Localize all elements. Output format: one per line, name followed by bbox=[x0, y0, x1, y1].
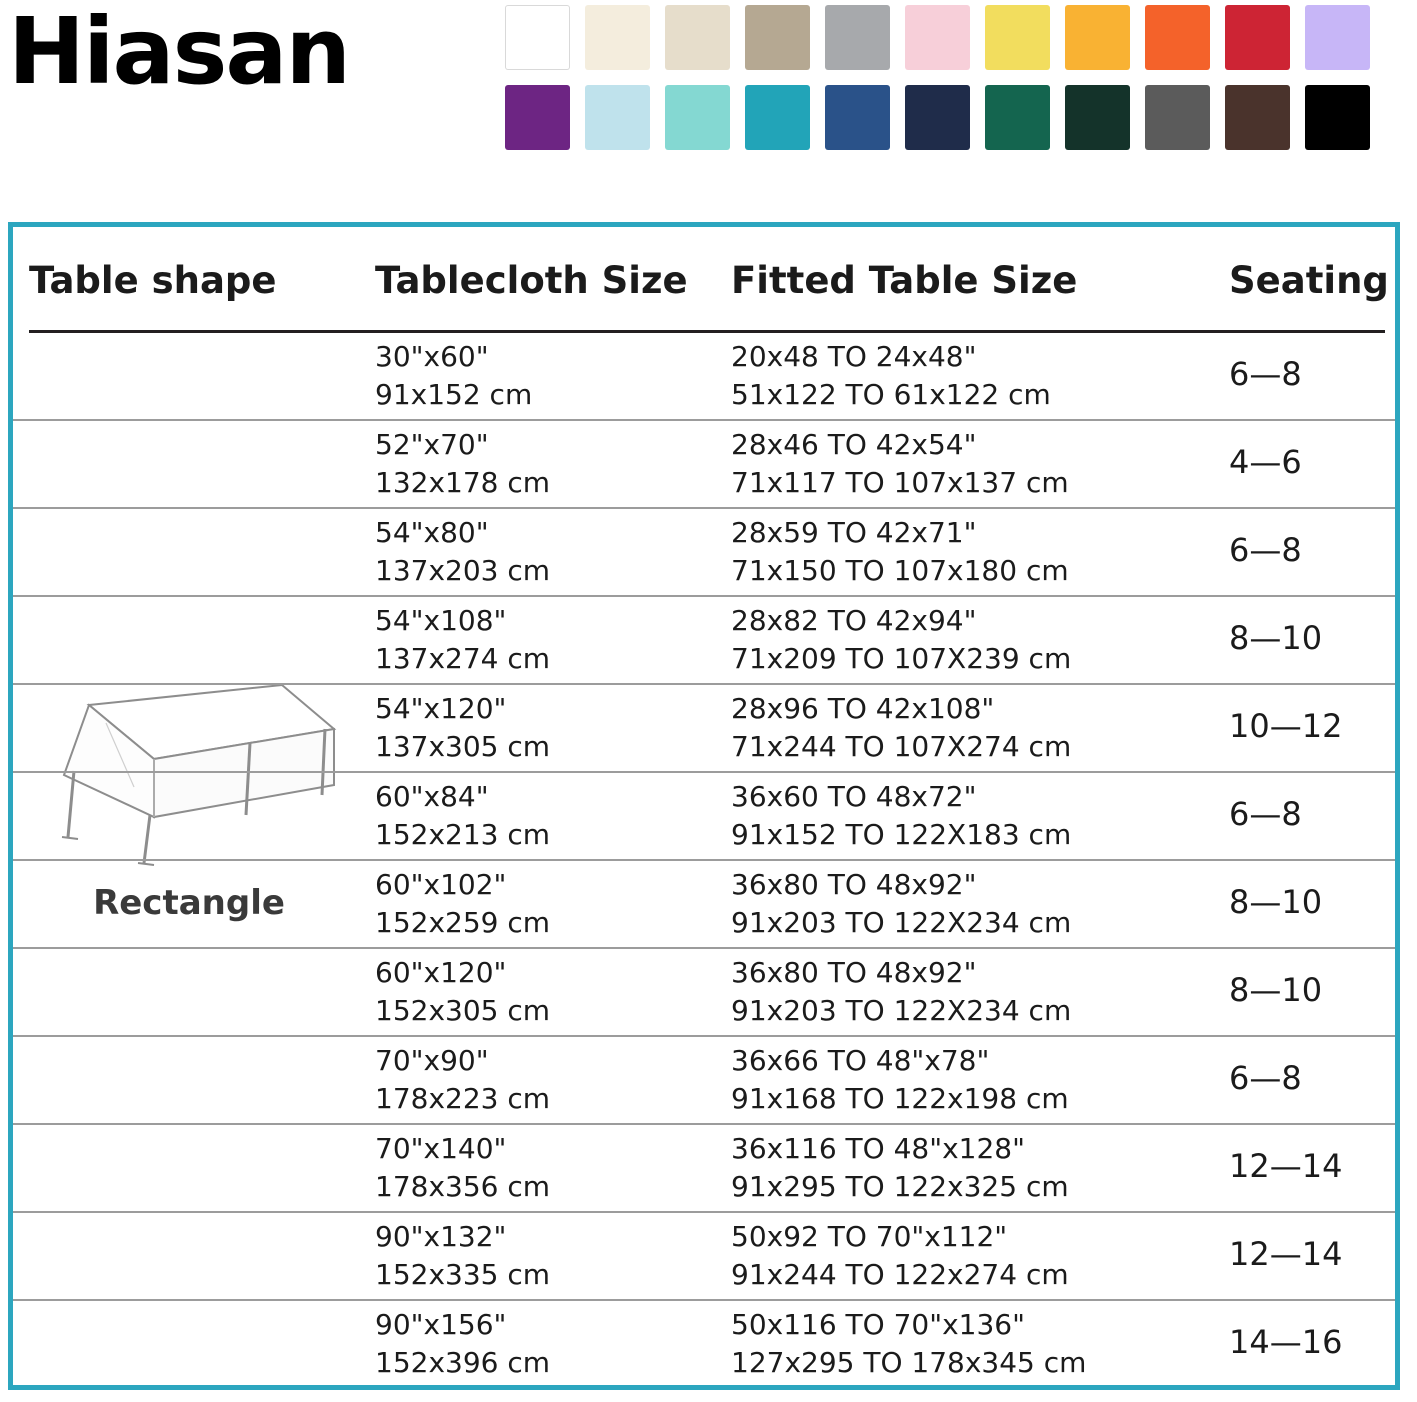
tablecloth-size-cm: 152x305 cm bbox=[375, 994, 551, 1027]
fitted-size-cm: 71x244 TO 107X274 cm bbox=[731, 730, 1072, 763]
cell-tablecloth-size bbox=[375, 1042, 550, 1118]
color-swatch-row-2 bbox=[505, 85, 1405, 150]
tablecloth-size-inches: 60"x102" bbox=[375, 868, 507, 901]
cell-seating: 6—8 bbox=[1229, 1059, 1302, 1097]
fitted-size-cm: 127x295 TO 178x345 cm bbox=[731, 1346, 1087, 1379]
fitted-size-inches: 50x92 TO 70"x112" bbox=[731, 1220, 1008, 1253]
color-swatch-dark-green[interactable] bbox=[1065, 85, 1130, 150]
tablecloth-size-inches: 60"x120" bbox=[375, 956, 507, 989]
cell-tablecloth-size bbox=[375, 778, 550, 854]
column-header-seating: Seating bbox=[1229, 259, 1389, 302]
size-chart-frame bbox=[8, 222, 1400, 1390]
tablecloth-size-cm: 152x259 cm bbox=[375, 906, 551, 939]
cell-fitted-table-size bbox=[731, 426, 1069, 502]
tablecloth-size-cm: 152x335 cm bbox=[375, 1258, 551, 1291]
cell-seating: 14—16 bbox=[1229, 1323, 1343, 1361]
cell-fitted-table-size bbox=[731, 514, 1069, 590]
fitted-size-cm: 91x203 TO 122X234 cm bbox=[731, 994, 1072, 1027]
fitted-size-inches: 36x80 TO 48x92" bbox=[731, 956, 977, 989]
table-row bbox=[13, 773, 1395, 861]
cell-tablecloth-size bbox=[375, 690, 550, 766]
cell-tablecloth-size bbox=[375, 338, 532, 414]
cell-seating: 4—6 bbox=[1229, 443, 1302, 481]
fitted-size-cm: 51x122 TO 61x122 cm bbox=[731, 378, 1051, 411]
color-swatch-black[interactable] bbox=[1305, 85, 1370, 150]
color-swatch-purple[interactable] bbox=[505, 85, 570, 150]
color-swatch-light-pink[interactable] bbox=[905, 5, 970, 70]
cell-fitted-table-size bbox=[731, 1306, 1086, 1382]
page-header bbox=[0, 0, 1417, 200]
cell-fitted-table-size bbox=[731, 778, 1071, 854]
tablecloth-size-cm: 137x203 cm bbox=[375, 554, 551, 587]
color-swatch-ivory[interactable] bbox=[585, 5, 650, 70]
fitted-size-inches: 36x66 TO 48"x78" bbox=[731, 1044, 990, 1077]
color-swatch-gray[interactable] bbox=[825, 5, 890, 70]
column-header-table-shape: Table shape bbox=[29, 259, 277, 302]
color-swatch-orange[interactable] bbox=[1145, 5, 1210, 70]
cell-fitted-table-size bbox=[731, 690, 1071, 766]
color-swatch-emerald-green[interactable] bbox=[985, 85, 1050, 150]
table-row bbox=[13, 1125, 1395, 1213]
fitted-size-cm: 91x152 TO 122X183 cm bbox=[731, 818, 1072, 851]
color-swatch-denim-blue[interactable] bbox=[825, 85, 890, 150]
cell-fitted-table-size bbox=[731, 1130, 1069, 1206]
tablecloth-size-inches: 70"x140" bbox=[375, 1132, 507, 1165]
table-shape-label: Rectangle bbox=[93, 883, 285, 923]
cell-fitted-table-size bbox=[731, 1042, 1069, 1118]
fitted-size-inches: 28x59 TO 42x71" bbox=[731, 516, 977, 549]
cell-seating: 6—8 bbox=[1229, 531, 1302, 569]
fitted-size-inches: 20x48 TO 24x48" bbox=[731, 340, 977, 373]
cell-fitted-table-size bbox=[731, 338, 1051, 414]
cell-seating: 10—12 bbox=[1229, 707, 1343, 745]
size-chart-rows bbox=[13, 333, 1395, 1387]
table-row bbox=[13, 949, 1395, 1037]
cell-tablecloth-size bbox=[375, 426, 550, 502]
fitted-size-inches: 36x116 TO 48"x128" bbox=[731, 1132, 1025, 1165]
fitted-size-inches: 28x82 TO 42x94" bbox=[731, 604, 977, 637]
color-swatch-charcoal-gray[interactable] bbox=[1145, 85, 1210, 150]
fitted-size-inches: 28x96 TO 42x108" bbox=[731, 692, 995, 725]
color-swatch-yellow[interactable] bbox=[985, 5, 1050, 70]
cell-fitted-table-size bbox=[731, 1218, 1069, 1294]
fitted-size-inches: 50x116 TO 70"x136" bbox=[731, 1308, 1025, 1341]
table-row bbox=[13, 1037, 1395, 1125]
fitted-size-cm: 71x150 TO 107x180 cm bbox=[731, 554, 1069, 587]
table-row bbox=[13, 1301, 1395, 1387]
color-swatch-powder-blue[interactable] bbox=[585, 85, 650, 150]
brand-logo: Hiasan bbox=[8, 0, 349, 105]
column-header-tablecloth-size: Tablecloth Size bbox=[375, 259, 688, 302]
tablecloth-size-cm: 137x274 cm bbox=[375, 642, 551, 675]
fitted-size-inches: 36x60 TO 48x72" bbox=[731, 780, 977, 813]
fitted-size-cm: 91x203 TO 122X234 cm bbox=[731, 906, 1072, 939]
cell-seating: 6—8 bbox=[1229, 355, 1302, 393]
cell-fitted-table-size bbox=[731, 866, 1071, 942]
tablecloth-size-cm: 137x305 cm bbox=[375, 730, 551, 763]
fitted-size-cm: 91x168 TO 122x198 cm bbox=[731, 1082, 1069, 1115]
column-header-fitted-table-size: Fitted Table Size bbox=[731, 259, 1078, 302]
color-swatch-teal[interactable] bbox=[745, 85, 810, 150]
cell-tablecloth-size bbox=[375, 1130, 550, 1206]
tablecloth-size-inches: 60"x84" bbox=[375, 780, 489, 813]
color-swatch-dark-brown[interactable] bbox=[1225, 85, 1290, 150]
cell-fitted-table-size bbox=[731, 954, 1071, 1030]
fitted-size-cm: 91x295 TO 122x325 cm bbox=[731, 1170, 1069, 1203]
color-swatch-row-1 bbox=[505, 5, 1405, 70]
tablecloth-size-cm: 91x152 cm bbox=[375, 378, 533, 411]
cell-seating: 8—10 bbox=[1229, 971, 1323, 1009]
tablecloth-size-inches: 54"x108" bbox=[375, 604, 507, 637]
cell-tablecloth-size bbox=[375, 1218, 550, 1294]
tablecloth-size-inches: 30"x60" bbox=[375, 340, 489, 373]
tablecloth-size-inches: 90"x132" bbox=[375, 1220, 507, 1253]
color-swatch-white[interactable] bbox=[505, 5, 570, 70]
fitted-size-cm: 71x117 TO 107x137 cm bbox=[731, 466, 1069, 499]
cell-seating: 8—10 bbox=[1229, 883, 1323, 921]
table-row bbox=[13, 861, 1395, 949]
tablecloth-size-cm: 152x213 cm bbox=[375, 818, 551, 851]
table-row bbox=[13, 509, 1395, 597]
table-row bbox=[13, 333, 1395, 421]
table-row bbox=[13, 597, 1395, 685]
cell-tablecloth-size bbox=[375, 866, 550, 942]
color-swatch-grid bbox=[505, 5, 1405, 165]
tablecloth-size-inches: 54"x120" bbox=[375, 692, 507, 725]
tablecloth-size-inches: 52"x70" bbox=[375, 428, 489, 461]
fitted-size-cm: 71x209 TO 107X239 cm bbox=[731, 642, 1072, 675]
tablecloth-size-cm: 178x223 cm bbox=[375, 1082, 551, 1115]
color-swatch-navy[interactable] bbox=[905, 85, 970, 150]
cell-seating: 12—14 bbox=[1229, 1235, 1343, 1273]
table-row bbox=[13, 421, 1395, 509]
cell-tablecloth-size bbox=[375, 1306, 550, 1382]
tablecloth-size-cm: 178x356 cm bbox=[375, 1170, 551, 1203]
color-swatch-lavender[interactable] bbox=[1305, 5, 1370, 70]
color-swatch-aqua[interactable] bbox=[665, 85, 730, 150]
chart-header-row bbox=[13, 259, 1395, 323]
color-swatch-orange-yellow[interactable] bbox=[1065, 5, 1130, 70]
cell-tablecloth-size bbox=[375, 954, 550, 1030]
cell-tablecloth-size bbox=[375, 514, 550, 590]
tablecloth-size-cm: 152x396 cm bbox=[375, 1346, 551, 1379]
color-swatch-beige[interactable] bbox=[665, 5, 730, 70]
cell-seating: 6—8 bbox=[1229, 795, 1302, 833]
fitted-size-inches: 36x80 TO 48x92" bbox=[731, 868, 977, 901]
cell-seating: 12—14 bbox=[1229, 1147, 1343, 1185]
table-row bbox=[13, 1213, 1395, 1301]
cell-tablecloth-size bbox=[375, 602, 550, 678]
tablecloth-size-cm: 132x178 cm bbox=[375, 466, 551, 499]
cell-fitted-table-size bbox=[731, 602, 1071, 678]
color-swatch-taupe[interactable] bbox=[745, 5, 810, 70]
tablecloth-size-inches: 70"x90" bbox=[375, 1044, 489, 1077]
tablecloth-size-inches: 54"x80" bbox=[375, 516, 489, 549]
cell-seating: 8—10 bbox=[1229, 619, 1323, 657]
table-row bbox=[13, 685, 1395, 773]
fitted-size-inches: 28x46 TO 42x54" bbox=[731, 428, 977, 461]
tablecloth-size-inches: 90"x156" bbox=[375, 1308, 507, 1341]
fitted-size-cm: 91x244 TO 122x274 cm bbox=[731, 1258, 1069, 1291]
color-swatch-red[interactable] bbox=[1225, 5, 1290, 70]
